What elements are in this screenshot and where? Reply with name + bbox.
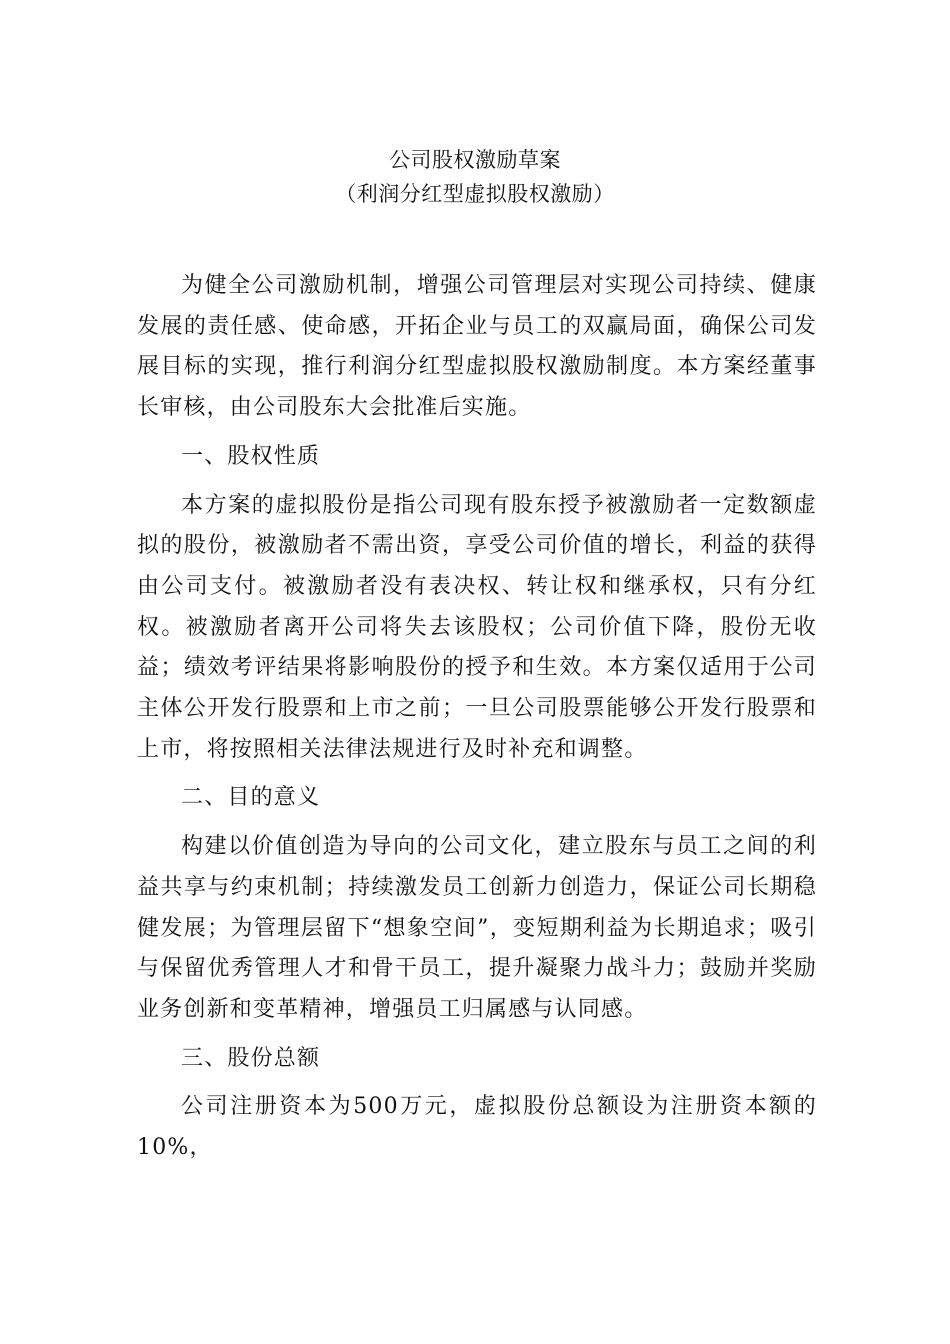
intro-paragraph: 为健全公司激励机制，增强公司管理层对实现公司持续、健康发展的责任感、使命感，开拓企业与员工的双赢局面，确保公司发展目标的实现，推行利润分红型虚拟股权激励制度。本方案经董事长审核，由公司股东大会批准后实施。 — [137, 273, 817, 421]
section-text-nature: 本方案的虚拟股份是指公司现有股东授予被激励者一定数额虚拟的股份，被激励者不需出资，享受公司价值的增长，利益的获得由公司支付。被激励者没有表决权、转让权和继承权，只有分红权。被激励者离开公司将失去该股权；公司价值下降，股份无收益；绩效考评结果将影响股份的授予和生效。本方案仅适用于公司主体公开发行股票和上市之前；一旦公司股票能够公开发行股票和上市，将按照相关法律法规进行及时补充和调整。 — [137, 492, 817, 762]
section-text-purpose: 构建以价值创造为导向的公司文化，建立股东与员工之间的利益共享与约束机制；持续激发员工创新力创造力，保证公司长期稳健发展；为管理层留下“想象空间”，变短期利益为长期追求；吸引与保留优秀管理人才和骨干员工，提升凝聚力战斗力；鼓励并奖励业务创新和变革精神，增强员工归属感与认同感。 — [137, 834, 817, 1022]
title-block — [0, 143, 950, 211]
document-subtitle: （利润分红型虚拟股权激励） — [335, 182, 615, 206]
document-title: 公司股权激励草案 — [389, 148, 561, 172]
section-heading-nature: 一、股权性质 — [181, 443, 321, 469]
document-body — [137, 266, 817, 1177]
section-heading-purpose: 二、目的意义 — [181, 785, 321, 811]
section-text-total-shares: 公司注册资本为500万元，虚拟股份总额设为注册资本额的10%， — [137, 1094, 817, 1161]
section-heading-total-shares: 三、股份总额 — [181, 1045, 321, 1071]
